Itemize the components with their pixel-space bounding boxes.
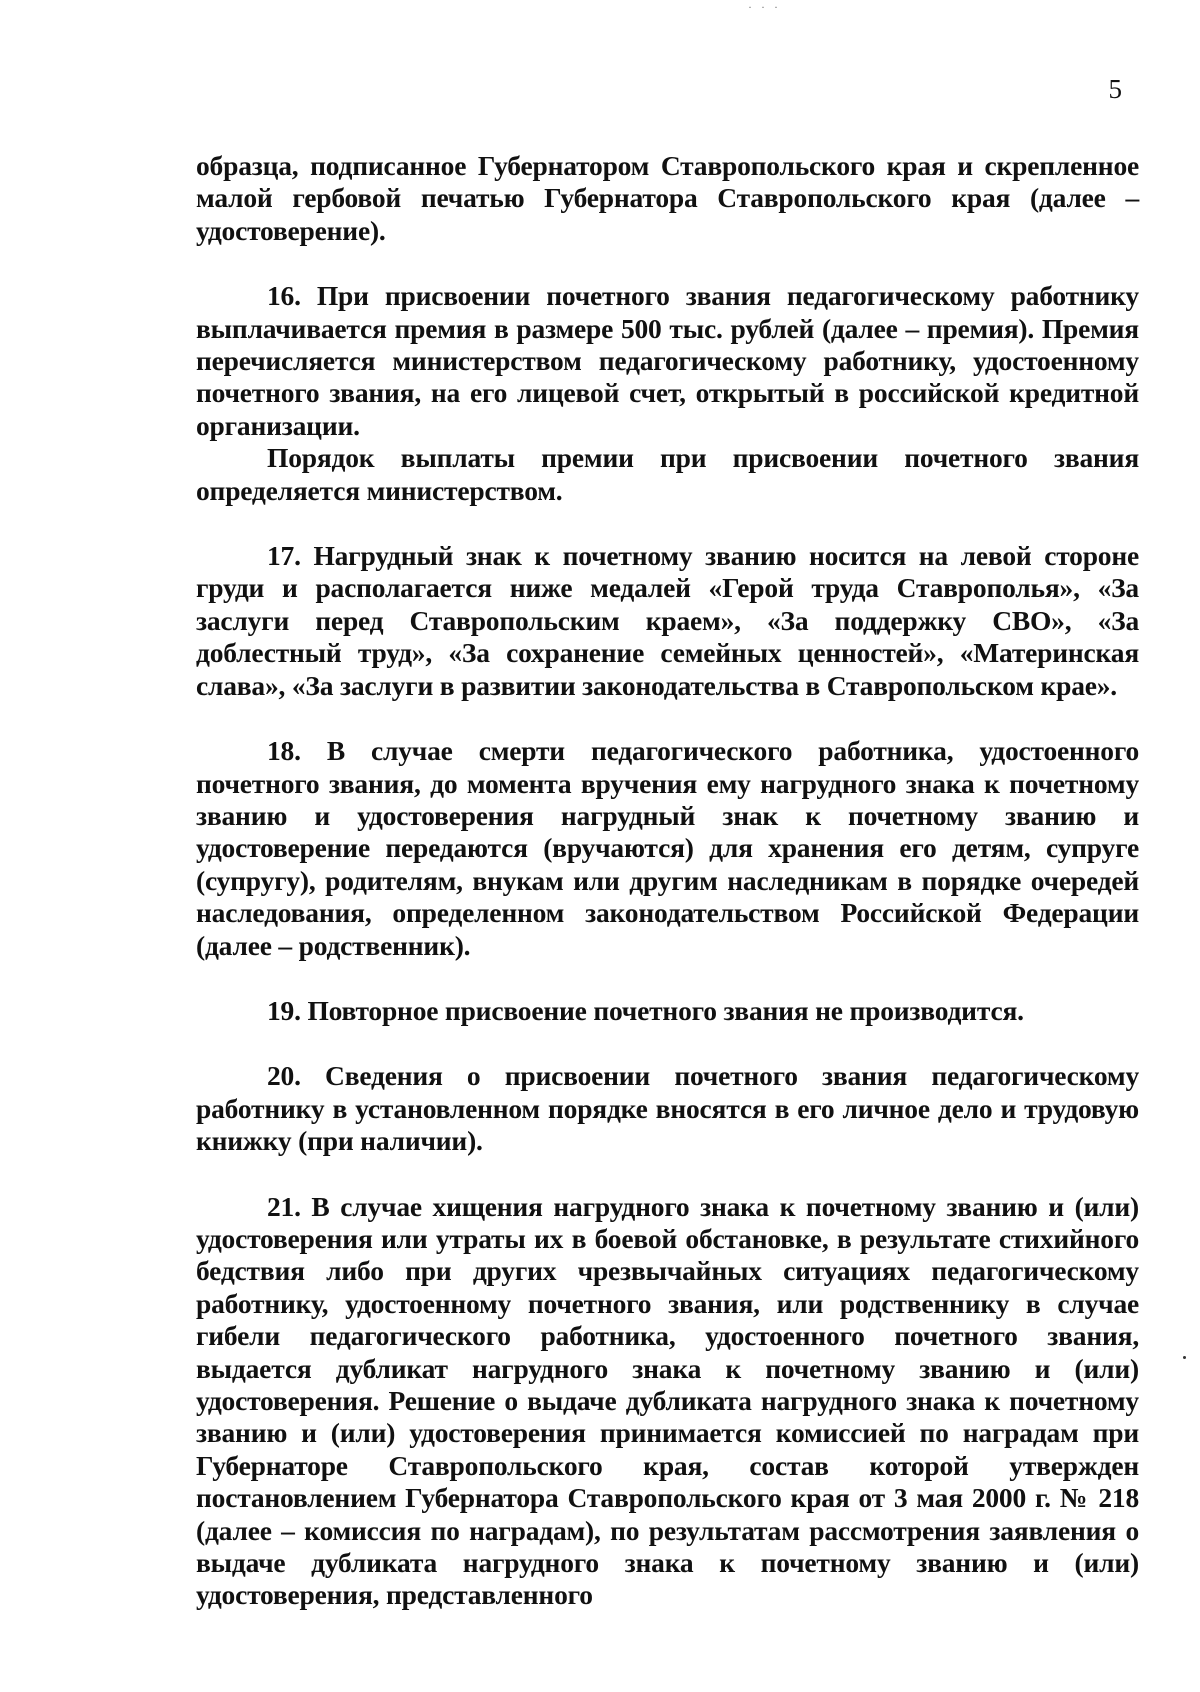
paragraph-21: 21. В случае хищения нагрудного знака к почетному званию и (или) удостоверения или утраты их в боевой обстановке, в результате стихийного бедствия либо при других чрезвычайных ситуациях педагогическому работнику, удостоенному почетного звания, или родственнику в случае гибели педагогического работника, удостоенного почетного звания, выдается дубликат нагрудного знака к почетному званию и (или) удостоверения. Решение о выдаче дубликата нагрудного знака к почетному званию и (или) удостоверения принимается комиссией по наградам при Губернаторе Ставропольского края, состав которой утвержден постановлением Губернатора Ставропольского края от 3 мая 2000 г. № 218 (далее – комиссия по наградам), по результатам рассмотрения заявления о выдаче дубликата нагрудного знака к почетному званию и (или) удостоверения, представленного bbox=[196, 1190, 1139, 1611]
paragraph-15-continuation: образца, подписанное Губернатором Ставропольского края и скрепленное малой гербовой печатью Губернатора Ставропольского края (далее – удостоверение). bbox=[196, 150, 1139, 246]
paragraph-16: 16. При присвоении почетного звания педагогическому работнику выплачивается премия в размере 500 тыс. рублей (далее – премия). Премия перечисляется министерством педагогическому работнику, удостоенному почетного звания, на его лицевой счет, открытый в российской кредитной организации. bbox=[196, 280, 1139, 441]
paragraph-18: 18. В случае смерти педагогического работника, удостоенного почетного звания, до момента вручения ему нагрудного знака к почетному званию и удостоверения нагрудный знак к почетному званию и удостоверение передаются (вручаются) для хранения его детям, супруге (супругу), родителям, внукам или другим наследникам в порядке очередей наследования, определенном законодательством Российской Федерации (далее – родственник). bbox=[196, 735, 1139, 961]
paragraph-17: 17. Нагрудный знак к почетному званию носится на левой стороне груди и располагается ниже медалей «Герой труда Ставрополья», «За заслуги перед Ставропольским краем», «За поддержку СВО», «За доблестный труд», «За сохранение семейных ценностей», «Материнская слава», «За заслуги в развитии законодательства в Ставропольском крае». bbox=[196, 540, 1139, 701]
page-number: 5 bbox=[1108, 74, 1122, 104]
scan-dot bbox=[1183, 1356, 1186, 1359]
scan-artifact: · · · bbox=[748, 0, 781, 14]
paragraph-19: 19. Повторное присвоение почетного звания не производится. bbox=[267, 994, 1024, 1026]
paragraph-16-order: Порядок выплаты премии при присвоении почетного звания определяется министерством. bbox=[196, 442, 1139, 506]
document-body bbox=[196, 150, 1139, 1612]
paragraph-20: 20. Сведения о присвоении почетного звания педагогическому работнику в установленном порядке вносятся в его личное дело и трудовую книжку (при наличии). bbox=[196, 1060, 1139, 1157]
